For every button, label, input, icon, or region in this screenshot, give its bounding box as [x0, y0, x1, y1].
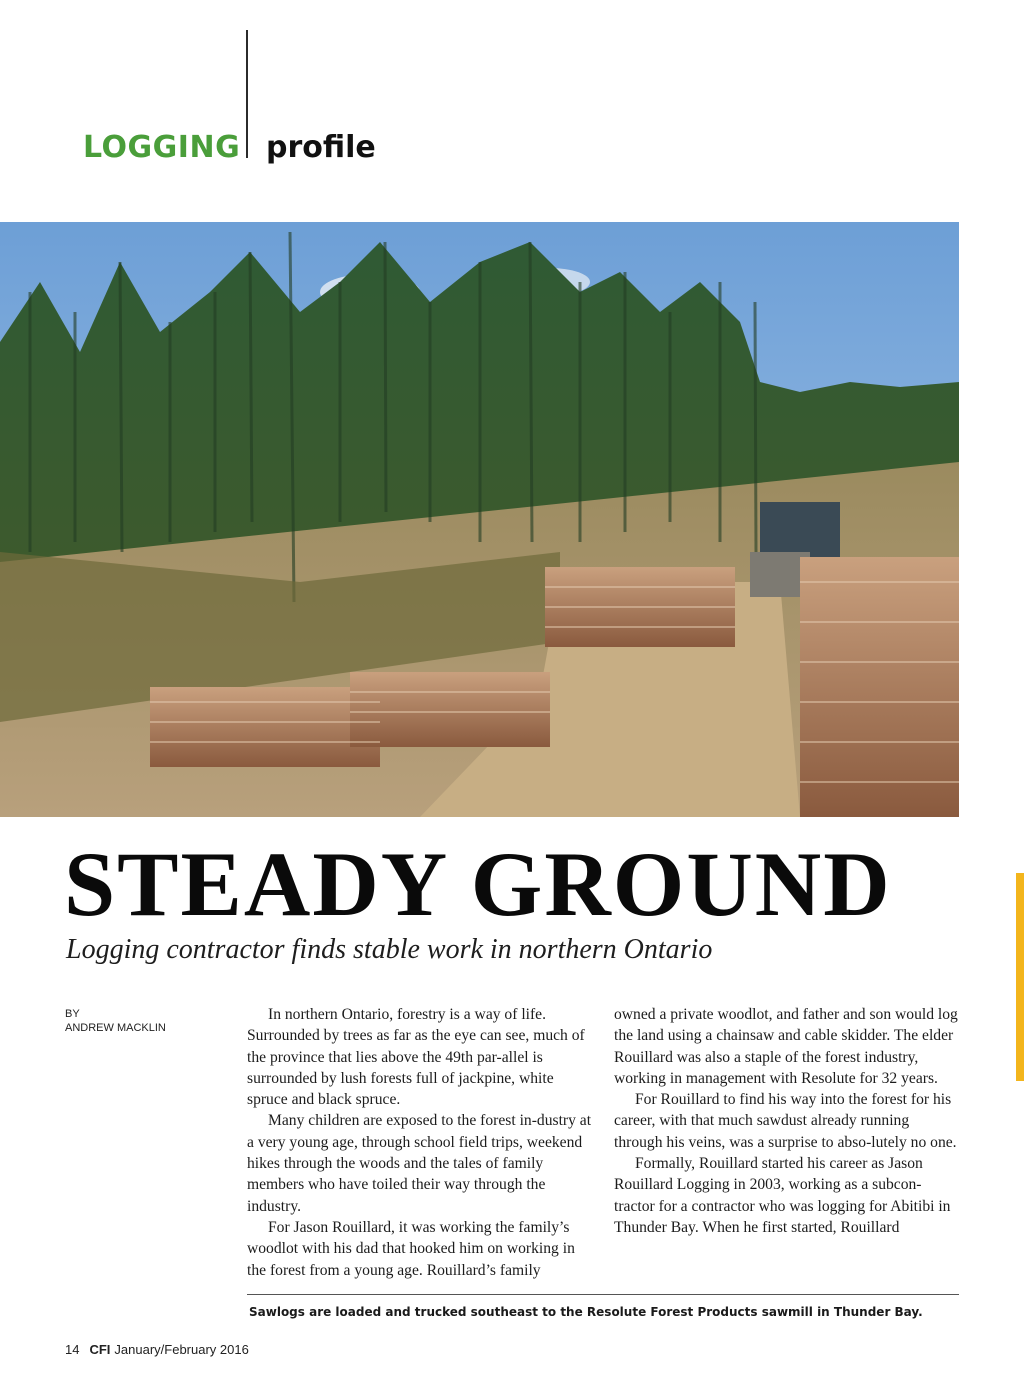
byline-by: BY [65, 1008, 80, 1020]
caption-divider [247, 1294, 959, 1295]
byline [65, 1007, 166, 1035]
section-sublabel: profile [266, 130, 376, 165]
paragraph: owned a private woodlot, and father and son would log the land using a chainsaw and cable skidder. The elder Rouillard was also a staple of the forest industry, working in management with Resolute for 32 years. [614, 1006, 958, 1087]
body-column-1 [247, 1004, 593, 1281]
page-edge-tab [1016, 0, 1024, 1386]
section-label: LOGGING [83, 130, 241, 165]
paragraph: Many children are exposed to the forest in-dustry at a very young age, through school field trips, weekend hikes through the woods and the tales of family members who have toiled their way through the industry. [247, 1112, 592, 1215]
logging-site-photo [0, 222, 959, 817]
body-column-2 [614, 1004, 960, 1238]
paragraph: For Rouillard to find his way into the forest for his career, with that much sawdust already running through his veins, was a surprise to abso-lutely no one. [614, 1091, 957, 1151]
section-divider [246, 30, 248, 158]
issue-date: January/February 2016 [114, 1342, 249, 1357]
page-footer [65, 1342, 249, 1357]
paragraph: In northern Ontario, forestry is a way of life. Surrounded by trees as far as the eye can see, much of the province that lies above the 49th par-allel is surrounded by lush forests full of jackpine, white spruce and black spruce. [247, 1006, 585, 1109]
headline: STEADY GROUND [64, 833, 892, 935]
paragraph: For Jason Rouillard, it was working the family’s woodlot with his dad that hooked him on working in the forest from a young age. Rouillard’s family [247, 1218, 575, 1279]
subheadline: Logging contractor finds stable work in northern Ontario [66, 934, 713, 965]
byline-author: ANDREW MACKLIN [65, 1022, 166, 1034]
page-number: 14 [65, 1342, 80, 1357]
publication-name: CFI [89, 1342, 111, 1357]
paragraph: Formally, Rouillard started his career as Jason Rouillard Logging in 2003, working as a subcon-tractor for a contractor who was logging for Abitibi in Thunder Bay. When he first started, Rouillard [614, 1155, 951, 1236]
photo-caption: Sawlogs are loaded and trucked southeast to the Resolute Forest Products sawmill in Thunder Bay. [249, 1305, 923, 1319]
